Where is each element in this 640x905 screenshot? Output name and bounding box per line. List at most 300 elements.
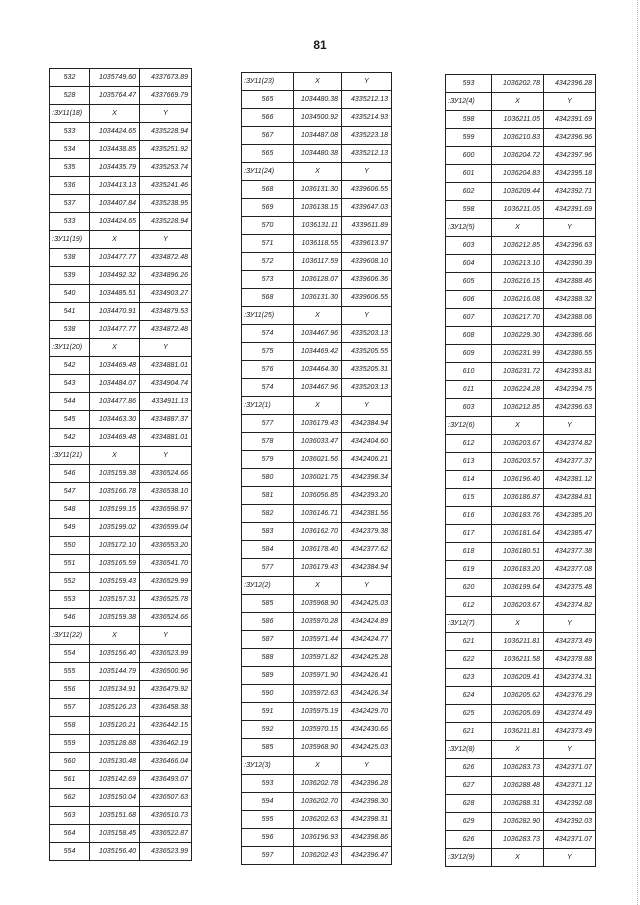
point-number: 624 <box>446 687 492 705</box>
y-coordinate: 4342393.20 <box>342 487 392 505</box>
coordinate-row <box>446 291 596 309</box>
parcel-id: :ЗУ11(22) <box>50 627 90 645</box>
y-header: Y <box>544 849 596 867</box>
y-coordinate: 4335205.31 <box>342 361 392 379</box>
y-coordinate: 4339608.10 <box>342 253 392 271</box>
page-number: 81 <box>313 38 327 52</box>
point-number: 539 <box>50 267 90 285</box>
x-header: X <box>294 577 342 595</box>
point-number: 626 <box>446 831 492 849</box>
y-header: Y <box>342 163 392 181</box>
y-coordinate: 4342426.34 <box>342 685 392 703</box>
x-header: X <box>90 231 140 249</box>
parcel-id: :ЗУ11(24) <box>242 163 294 181</box>
y-coordinate: 4342373.49 <box>544 723 596 741</box>
y-coordinate: 4336529.99 <box>140 573 192 591</box>
x-coordinate: 1036209.44 <box>492 183 544 201</box>
coordinate-row <box>242 109 392 127</box>
point-number: 565 <box>242 91 294 109</box>
coordinate-row <box>242 379 392 397</box>
point-number: 572 <box>242 253 294 271</box>
x-coordinate: 1035970.28 <box>294 613 342 631</box>
x-coordinate: 1036180.51 <box>492 543 544 561</box>
y-coordinate: 4339606.36 <box>342 271 392 289</box>
coordinate-row <box>446 363 596 381</box>
point-number: 591 <box>242 703 294 721</box>
y-coordinate: 4335203.13 <box>342 325 392 343</box>
x-coordinate: 1034487.08 <box>294 127 342 145</box>
x-coordinate: 1034424.65 <box>90 213 140 231</box>
y-header: Y <box>544 741 596 759</box>
coordinate-row <box>446 777 596 795</box>
x-coordinate: 1036138.15 <box>294 199 342 217</box>
coordinate-row <box>242 775 392 793</box>
y-coordinate: 4342388.06 <box>544 309 596 327</box>
y-coordinate: 4336507.63 <box>140 789 192 807</box>
point-number: 612 <box>446 597 492 615</box>
coordinate-row <box>446 201 596 219</box>
coordinate-row <box>50 483 192 501</box>
coordinate-row <box>242 325 392 343</box>
point-number: 568 <box>242 181 294 199</box>
point-number: 576 <box>242 361 294 379</box>
point-number: 616 <box>446 507 492 525</box>
y-coordinate: 4337669.79 <box>140 87 192 105</box>
coordinate-row <box>446 309 596 327</box>
y-coordinate: 4342392.71 <box>544 183 596 201</box>
point-number: 574 <box>242 325 294 343</box>
coordinate-row <box>50 681 192 699</box>
point-number: 577 <box>242 559 294 577</box>
coordinate-row <box>242 829 392 847</box>
x-coordinate: 1034413.13 <box>90 177 140 195</box>
y-coordinate: 4342424.89 <box>342 613 392 631</box>
y-coordinate: 4342391.69 <box>544 111 596 129</box>
y-coordinate: 4342374.82 <box>544 435 596 453</box>
x-coordinate: 1036216.15 <box>492 273 544 291</box>
x-coordinate: 1036210.83 <box>492 129 544 147</box>
x-coordinate: 1036202.78 <box>294 775 342 793</box>
x-coordinate: 1035134.91 <box>90 681 140 699</box>
point-number: 608 <box>446 327 492 345</box>
coordinate-row <box>446 561 596 579</box>
y-coordinate: 4342384.81 <box>544 489 596 507</box>
x-coordinate: 1035165.59 <box>90 555 140 573</box>
point-number: 580 <box>242 469 294 487</box>
coordinate-row <box>50 717 192 735</box>
parcel-header-row <box>50 339 192 357</box>
x-coordinate: 1036224.28 <box>492 381 544 399</box>
x-coordinate: 1035130.48 <box>90 753 140 771</box>
coordinate-row <box>50 375 192 393</box>
y-coordinate: 4342406.21 <box>342 451 392 469</box>
x-coordinate: 1034424.65 <box>90 123 140 141</box>
y-coordinate: 4336538.10 <box>140 483 192 501</box>
x-coordinate: 1035971.82 <box>294 649 342 667</box>
coordinate-row <box>50 573 192 591</box>
y-coordinate: 4342390.39 <box>544 255 596 273</box>
y-coordinate: 4334881.01 <box>140 357 192 375</box>
point-number: 603 <box>446 399 492 417</box>
x-coordinate: 1036131.30 <box>294 181 342 199</box>
x-coordinate: 1036202.78 <box>492 75 544 93</box>
parcel-id: :ЗУ12(5) <box>446 219 492 237</box>
y-coordinate: 4336524.66 <box>140 465 192 483</box>
y-coordinate: 4342377.37 <box>544 453 596 471</box>
point-number: 575 <box>242 343 294 361</box>
y-coordinate: 4334903.27 <box>140 285 192 303</box>
coordinate-row <box>446 111 596 129</box>
coordinate-row <box>242 667 392 685</box>
x-coordinate: 1035126.23 <box>90 699 140 717</box>
x-coordinate: 1036211.05 <box>492 111 544 129</box>
coordinate-row <box>242 253 392 271</box>
parcel-header-row <box>446 93 596 111</box>
point-number: 563 <box>50 807 90 825</box>
x-coordinate: 1035142.69 <box>90 771 140 789</box>
coordinate-row <box>242 289 392 307</box>
y-coordinate: 4336525.78 <box>140 591 192 609</box>
point-number: 578 <box>242 433 294 451</box>
x-coordinate: 1036212.85 <box>492 399 544 417</box>
coordinate-row <box>446 165 596 183</box>
y-coordinate: 4342397.96 <box>544 147 596 165</box>
point-number: 571 <box>242 235 294 253</box>
parcel-header-row <box>446 849 596 867</box>
y-coordinate: 4342393.81 <box>544 363 596 381</box>
point-number: 554 <box>50 843 90 861</box>
point-number: 593 <box>446 75 492 93</box>
coordinate-row <box>446 597 596 615</box>
y-coordinate: 4339647.03 <box>342 199 392 217</box>
coordinate-row <box>446 255 596 273</box>
coordinate-row <box>242 685 392 703</box>
x-coordinate: 1036202.70 <box>294 793 342 811</box>
point-number: 544 <box>50 393 90 411</box>
y-coordinate: 4342371.12 <box>544 777 596 795</box>
point-number: 533 <box>50 123 90 141</box>
coordinate-row <box>242 469 392 487</box>
coordinate-row <box>242 415 392 433</box>
x-coordinate: 1035968.90 <box>294 739 342 757</box>
x-coordinate: 1036203.67 <box>492 435 544 453</box>
point-number: 629 <box>446 813 492 831</box>
point-number: 566 <box>242 109 294 127</box>
point-number: 586 <box>242 613 294 631</box>
y-coordinate: 4335223.18 <box>342 127 392 145</box>
x-coordinate: 1034500.92 <box>294 109 342 127</box>
x-coordinate: 1034463.30 <box>90 411 140 429</box>
y-coordinate: 4342377.38 <box>544 543 596 561</box>
point-number: 620 <box>446 579 492 597</box>
x-coordinate: 1036204.72 <box>492 147 544 165</box>
x-header: X <box>90 627 140 645</box>
x-coordinate: 1034485.51 <box>90 285 140 303</box>
coordinate-row <box>242 181 392 199</box>
coordinate-row <box>242 541 392 559</box>
x-coordinate: 1035971.44 <box>294 631 342 649</box>
point-number: 552 <box>50 573 90 591</box>
coordinate-row <box>446 723 596 741</box>
y-coordinate: 4342398.30 <box>342 793 392 811</box>
x-header: X <box>294 757 342 775</box>
y-coordinate: 4335251.92 <box>140 141 192 159</box>
coordinate-row <box>446 183 596 201</box>
x-coordinate: 1036181.64 <box>492 525 544 543</box>
coordinate-row <box>446 759 596 777</box>
coordinate-row <box>446 381 596 399</box>
point-number: 626 <box>446 759 492 777</box>
point-number: 619 <box>446 561 492 579</box>
x-coordinate: 1034435.79 <box>90 159 140 177</box>
y-coordinate: 4339613.97 <box>342 235 392 253</box>
point-number: 617 <box>446 525 492 543</box>
x-coordinate: 1035971.90 <box>294 667 342 685</box>
y-coordinate: 4342429.70 <box>342 703 392 721</box>
coordinate-row <box>50 87 192 105</box>
x-coordinate: 1035970.15 <box>294 721 342 739</box>
x-coordinate: 1036211.81 <box>492 723 544 741</box>
point-number: 618 <box>446 543 492 561</box>
x-coordinate: 1036216.08 <box>492 291 544 309</box>
y-coordinate: 4335214.93 <box>342 109 392 127</box>
y-coordinate: 4334911.13 <box>140 393 192 411</box>
x-coordinate: 1036283.73 <box>492 759 544 777</box>
x-coordinate: 1034469.42 <box>294 343 342 361</box>
y-header: Y <box>544 93 596 111</box>
parcel-header-row <box>242 397 392 415</box>
coordinate-row <box>242 91 392 109</box>
y-coordinate: 4336479.92 <box>140 681 192 699</box>
coordinate-row <box>50 69 192 87</box>
point-number: 537 <box>50 195 90 213</box>
point-number: 609 <box>446 345 492 363</box>
y-header: Y <box>140 627 192 645</box>
x-coordinate: 1034480.38 <box>294 91 342 109</box>
y-coordinate: 4342430.66 <box>342 721 392 739</box>
coordinate-row <box>446 543 596 561</box>
x-coordinate: 1035749.60 <box>90 69 140 87</box>
parcel-header-row <box>446 219 596 237</box>
x-coordinate: 1036146.71 <box>294 505 342 523</box>
y-coordinate: 4342392.08 <box>544 795 596 813</box>
coordinate-row <box>50 429 192 447</box>
parcel-header-row <box>446 615 596 633</box>
y-coordinate: 4342398.86 <box>342 829 392 847</box>
point-number: 627 <box>446 777 492 795</box>
y-coordinate: 4342425.28 <box>342 649 392 667</box>
coordinate-row <box>242 235 392 253</box>
coordinate-row <box>242 505 392 523</box>
point-number: 549 <box>50 519 90 537</box>
y-coordinate: 4335212.13 <box>342 145 392 163</box>
parcel-header-row <box>242 73 392 91</box>
coordinate-row <box>50 285 192 303</box>
x-coordinate: 1034477.77 <box>90 321 140 339</box>
point-number: 598 <box>446 111 492 129</box>
x-coordinate: 1035151.68 <box>90 807 140 825</box>
y-coordinate: 4342424.77 <box>342 631 392 649</box>
point-number: 565 <box>242 145 294 163</box>
x-coordinate: 1035199.02 <box>90 519 140 537</box>
point-number: 546 <box>50 609 90 627</box>
point-number: 589 <box>242 667 294 685</box>
y-coordinate: 4337673.89 <box>140 69 192 87</box>
coordinate-row <box>446 525 596 543</box>
point-number: 628 <box>446 795 492 813</box>
point-number: 538 <box>50 249 90 267</box>
y-coordinate: 4342391.69 <box>544 201 596 219</box>
y-coordinate: 4336541.70 <box>140 555 192 573</box>
coordinate-row <box>242 793 392 811</box>
x-coordinate: 1034469.48 <box>90 357 140 375</box>
coordinate-row <box>50 249 192 267</box>
point-number: 596 <box>242 829 294 847</box>
parcel-header-row <box>242 577 392 595</box>
coordinate-row <box>50 321 192 339</box>
coordinate-row <box>242 811 392 829</box>
parcel-id: :ЗУ12(7) <box>446 615 492 633</box>
coordinate-row <box>446 669 596 687</box>
coordinate-row <box>50 141 192 159</box>
x-coordinate: 1035199.15 <box>90 501 140 519</box>
x-coordinate: 1036202.63 <box>294 811 342 829</box>
coordinate-row <box>242 433 392 451</box>
point-number: 582 <box>242 505 294 523</box>
point-number: 540 <box>50 285 90 303</box>
point-number: 592 <box>242 721 294 739</box>
y-coordinate: 4342377.08 <box>544 561 596 579</box>
x-header: X <box>492 93 544 111</box>
coordinate-row <box>50 501 192 519</box>
y-coordinate: 4334881.01 <box>140 429 192 447</box>
coordinate-row <box>242 595 392 613</box>
coordinate-row <box>50 519 192 537</box>
point-number: 600 <box>446 147 492 165</box>
coordinate-row <box>446 129 596 147</box>
point-number: 548 <box>50 501 90 519</box>
point-number: 547 <box>50 483 90 501</box>
x-coordinate: 1035159.38 <box>90 465 140 483</box>
y-coordinate: 4336458.38 <box>140 699 192 717</box>
y-coordinate: 4336462.19 <box>140 735 192 753</box>
y-header: Y <box>544 417 596 435</box>
coordinate-row <box>446 471 596 489</box>
point-number: 601 <box>446 165 492 183</box>
y-coordinate: 4342396.63 <box>544 237 596 255</box>
x-coordinate: 1035120.21 <box>90 717 140 735</box>
point-number: 568 <box>242 289 294 307</box>
x-coordinate: 1034438.85 <box>90 141 140 159</box>
point-number: 567 <box>242 127 294 145</box>
point-number: 603 <box>446 237 492 255</box>
point-number: 599 <box>446 129 492 147</box>
x-header: X <box>90 447 140 465</box>
coordinate-row <box>242 487 392 505</box>
x-coordinate: 1036183.20 <box>492 561 544 579</box>
parcel-header-row <box>50 231 192 249</box>
y-coordinate: 4342385.20 <box>544 507 596 525</box>
x-coordinate: 1036021.75 <box>294 469 342 487</box>
point-number: 585 <box>242 595 294 613</box>
x-header: X <box>492 417 544 435</box>
coordinate-row <box>446 813 596 831</box>
y-coordinate: 4342377.62 <box>342 541 392 559</box>
y-coordinate: 4342375.48 <box>544 579 596 597</box>
parcel-header-row <box>446 417 596 435</box>
parcel-id: :ЗУ11(25) <box>242 307 294 325</box>
coordinate-row <box>446 507 596 525</box>
x-coordinate: 1036033.47 <box>294 433 342 451</box>
coordinate-row <box>242 199 392 217</box>
point-number: 570 <box>242 217 294 235</box>
x-coordinate: 1036179.43 <box>294 559 342 577</box>
y-coordinate: 4336466.04 <box>140 753 192 771</box>
y-coordinate: 4342388.46 <box>544 273 596 291</box>
parcel-id: :ЗУ12(2) <box>242 577 294 595</box>
point-number: 584 <box>242 541 294 559</box>
coordinate-row <box>446 489 596 507</box>
y-coordinate: 4339611.89 <box>342 217 392 235</box>
x-header: X <box>492 741 544 759</box>
x-header: X <box>492 219 544 237</box>
coordinate-row <box>50 825 192 843</box>
coordinate-row <box>50 303 192 321</box>
y-coordinate: 4339606.55 <box>342 181 392 199</box>
coordinate-row <box>50 807 192 825</box>
y-coordinate: 4336523.99 <box>140 645 192 663</box>
point-number: 536 <box>50 177 90 195</box>
parcel-id: :ЗУ12(8) <box>446 741 492 759</box>
x-coordinate: 1036183.76 <box>492 507 544 525</box>
y-coordinate: 4334887.37 <box>140 411 192 429</box>
coordinate-row <box>50 159 192 177</box>
coordinate-row <box>242 721 392 739</box>
point-number: 556 <box>50 681 90 699</box>
y-coordinate: 4342373.49 <box>544 633 596 651</box>
point-number: 559 <box>50 735 90 753</box>
coordinate-row <box>50 609 192 627</box>
x-coordinate: 1036162.70 <box>294 523 342 541</box>
point-number: 564 <box>50 825 90 843</box>
y-coordinate: 4342386.55 <box>544 345 596 363</box>
y-coordinate: 4334879.53 <box>140 303 192 321</box>
x-coordinate: 1036205.69 <box>492 705 544 723</box>
y-coordinate: 4336598.97 <box>140 501 192 519</box>
x-header: X <box>294 397 342 415</box>
point-number: 579 <box>242 451 294 469</box>
point-number: 551 <box>50 555 90 573</box>
x-coordinate: 1035150.04 <box>90 789 140 807</box>
parcel-id: :ЗУ11(20) <box>50 339 90 357</box>
y-coordinate: 4342374.31 <box>544 669 596 687</box>
y-coordinate: 4342381.56 <box>342 505 392 523</box>
coordinate-row <box>446 705 596 723</box>
coordinate-row <box>50 393 192 411</box>
coordinate-row <box>242 271 392 289</box>
y-coordinate: 4342379.38 <box>342 523 392 541</box>
coordinate-row <box>50 537 192 555</box>
y-header: Y <box>140 105 192 123</box>
x-coordinate: 1036117.59 <box>294 253 342 271</box>
x-coordinate: 1036282.90 <box>492 813 544 831</box>
x-header: X <box>90 105 140 123</box>
x-coordinate: 1036178.40 <box>294 541 342 559</box>
point-number: 614 <box>446 471 492 489</box>
x-header: X <box>90 339 140 357</box>
x-coordinate: 1034477.86 <box>90 393 140 411</box>
x-coordinate: 1034477.77 <box>90 249 140 267</box>
